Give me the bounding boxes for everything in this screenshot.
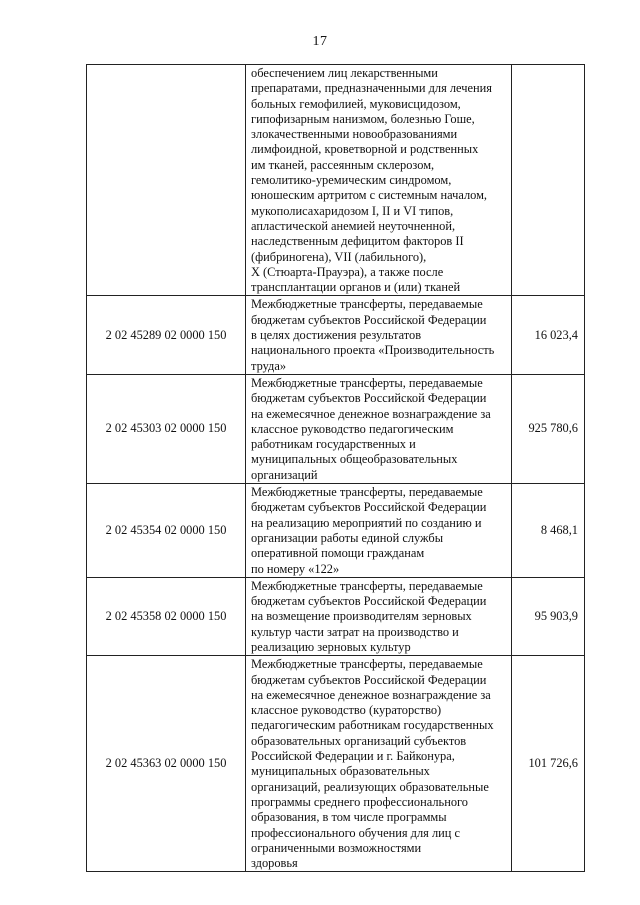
- table-row: [87, 374, 585, 483]
- amount-cell: 95 903,9: [512, 577, 585, 655]
- description-cell: [246, 577, 512, 655]
- budget-code-cell: [87, 65, 246, 296]
- table-row: [87, 577, 585, 655]
- budget-code-cell: 2 02 45358 02 0000 150: [87, 577, 246, 655]
- description-text: Межбюджетные трансферты, передаваемые бюджетам субъектов Российской Федерации на ежемесячное денежное вознаграждение за классное руководство педагогическим работникам государственных и муниципальных общеобразовательных организаций: [251, 375, 491, 482]
- amount-cell: 101 726,6: [512, 656, 585, 872]
- description-text: обеспечением лиц лекарственными препаратами, предназначенными для лечения больных гемофилией, муковисцидозом, гипофизарным нанизмом, болезнью Гоше, злокачественными новообразованиями лимфоидной, кроветворной и родственных им тканей, рассеянным склерозом, гемолитико-уремическим синдромом, юношеским артритом с системным началом, мукополисахаридозом I, II и VI типов, апластической анемией неуточненной, наследственным дефицитом факторов II (фибриногена), VII (лабильного), X (Стюарта-Прауэра), а также после трансплантации органов и (или) тканей: [251, 66, 492, 295]
- budget-code-cell: 2 02 45354 02 0000 150: [87, 484, 246, 578]
- page-number: 17: [312, 34, 328, 49]
- description-cell: [246, 374, 512, 483]
- description-text: Межбюджетные трансферты, передаваемые бюджетам субъектов Российской Федерации в целях достижения результатов национального проекта «Производительность труда»: [251, 297, 495, 373]
- table-row: [87, 65, 585, 296]
- description-cell: [246, 65, 512, 296]
- table-row: [87, 656, 585, 872]
- amount-cell: 16 023,4: [512, 296, 585, 374]
- amount-cell: 925 780,6: [512, 374, 585, 483]
- table-row: [87, 484, 585, 578]
- amount-cell: 8 468,1: [512, 484, 585, 578]
- description-cell: [246, 296, 512, 374]
- budget-code-cell: 2 02 45363 02 0000 150: [87, 656, 246, 872]
- budget-code-cell: 2 02 45289 02 0000 150: [87, 296, 246, 374]
- budget-code-cell: 2 02 45303 02 0000 150: [87, 374, 246, 483]
- table-row: [87, 296, 585, 374]
- description-text: Межбюджетные трансферты, передаваемые бюджетам субъектов Российской Федерации на возмещение производителям зерновых культур части затрат на производство и реализацию зерновых культур: [251, 578, 487, 654]
- description-cell: [246, 484, 512, 578]
- description-text: Межбюджетные трансферты, передаваемые бюджетам субъектов Российской Федерации на ежемесячное денежное вознаграждение за классное руководство (кураторство) педагогическим работникам государственных образовательных организаций субъектов Российской Федерации и г. Байконура, муниципальных образовательных организаций, реализующих образовательные программы среднего профессионального образования, в том числе программы профессионального обучения для лиц с ограниченными возможностями здоровья: [251, 657, 494, 871]
- description-cell: [246, 656, 512, 872]
- budget-table: [86, 64, 585, 872]
- description-text: Межбюджетные трансферты, передаваемые бюджетам субъектов Российской Федерации на реализацию мероприятий по созданию и организации работы единой службы оперативной помощи гражданам по номеру «122»: [251, 485, 487, 576]
- amount-cell: [512, 65, 585, 296]
